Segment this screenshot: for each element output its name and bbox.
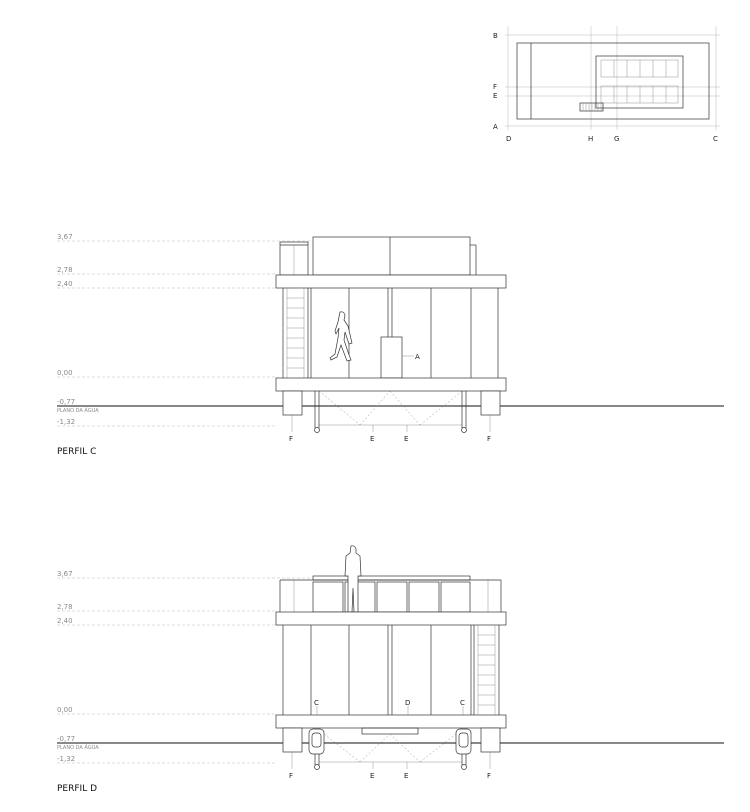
roof-volume-cap [313,576,470,580]
callout-e-2: E [404,772,409,780]
callout-a: A [415,353,420,361]
substructure [315,391,467,433]
float-right [481,728,500,752]
level-label-077: -0,77 [57,735,76,743]
axis-label-g: G [614,135,620,143]
level-label-000: 0,00 [57,369,73,377]
callout-e-1: E [370,772,375,780]
plan-deck-outline [517,43,709,119]
roof-slab [276,612,506,625]
level-label-132: -1,32 [57,755,76,763]
ladder [283,288,308,378]
plan-ladder-rungs [583,103,601,111]
floor-slab [276,715,506,728]
level-label-240: 2,40 [57,280,73,288]
callout-f-right: F [487,772,492,780]
callout-f-left: F [289,772,294,780]
level-label-367: 3,67 [57,570,73,578]
pod-left [309,729,324,754]
roof-slab [276,275,506,288]
level-label-278: 2,78 [57,603,73,611]
glazing-mullions [283,625,471,715]
pod-right [456,729,471,754]
plan-room [596,56,683,108]
axis-label-b: B [493,32,498,40]
callout-f-left: F [289,435,294,443]
level-label-240: 2,40 [57,617,73,625]
profile-d-title: PERFIL D [57,784,98,794]
float-left [283,391,302,415]
callout-f-right: F [487,435,492,443]
level-label-367: 3,67 [57,233,73,241]
axis-label-h: H [588,135,594,143]
profile-c [57,233,724,457]
key-plan [493,26,720,143]
level-label-278: 2,78 [57,266,73,274]
water-plane-label: PLANO DA ÁGUA [57,745,99,751]
callout-d: D [405,699,411,707]
level-label-132: -1,32 [57,418,76,426]
axis-label-f: F [493,83,498,91]
callout-e-1: E [370,435,375,443]
substructure [315,734,467,770]
axis-label-a: A [493,123,498,131]
water-plane-label: PLANO DA ÁGUA [57,408,99,414]
axis-label-c: C [713,135,718,143]
plan-window-row-bottom [601,86,678,103]
axis-label-d: D [506,135,512,143]
callout-e-2: E [404,435,409,443]
level-label-000: 0,00 [57,706,73,714]
callout-c-1: C [314,699,319,707]
roof-railing [280,580,501,612]
profile-d [57,546,724,794]
plan-ladder [580,103,603,111]
ladder [474,625,499,715]
axis-label-e: E [493,92,498,100]
human-figure-standing [345,546,361,612]
float-left [283,728,302,752]
profile-c-title: PERFIL C [57,447,97,457]
callout-c-2: C [460,699,465,707]
furniture-box-a [381,337,402,378]
level-label-077: -0,77 [57,398,76,406]
roof-volume [313,237,470,275]
plan-window-row-top [601,60,678,77]
plan-window-mullions [614,60,666,103]
underfloor-tank [362,728,418,734]
floor-slab [276,378,506,391]
float-right [481,391,500,415]
